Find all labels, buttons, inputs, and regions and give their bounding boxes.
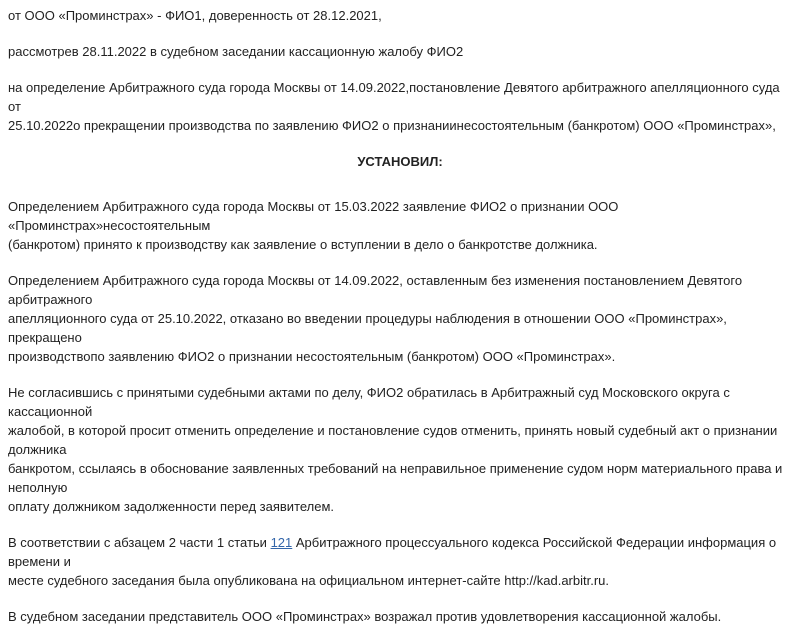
text: В соответствии с абзацем 2 части 1 статьи bbox=[8, 535, 271, 550]
paragraph-ruling-2: Определением Арбитражного суда города Москвы от 14.09.2022, оставленным без изменения постановлением Девятого арбитражного апелляционного суда от 25.10.2022, отказано во введении процедуры наблюдения в отношении ООО «Проминстрах», прекращено производствопо заявлению ФИО2 о признании несостоятельным (банкротом) ООО «Проминстрах». bbox=[8, 273, 743, 364]
paragraph-considered: рассмотрев 28.11.2022 в судебном заседании кассационную жалобу ФИО2 bbox=[8, 44, 464, 59]
paragraph-ruling-1: Определением Арбитражного суда города Москвы от 15.03.2022 заявление ФИО2 о признании ООО «Проминстрах»несостоятельным (банкротом) принято к производству как заявление о вступлении в дело о банкротстве должника. bbox=[8, 199, 619, 252]
heading-established: УСТАНОВИЛ: bbox=[357, 154, 443, 169]
text: Арбитражного процессуального кодекса Российской Федерации информация о времени и месте судебного заседания была опубликована на официальном интернет-сайте http://kad.arbitr.ru. bbox=[8, 535, 777, 588]
paragraph-cassation-complaint: Не согласившись с принятыми судебными актами по делу, ФИО2 обратилась в Арбитражный суд Московского округа с кассационной жалобой, в которой просит отменить определение и постановление судов отменить, принять новый судебный акт о признании должника банкротом, ссылаясь в обоснование заявленных требований на неправильное применение судом норм материального права и неполную оплату должником задолженности перед заявителем. bbox=[8, 385, 783, 514]
article-121-link[interactable]: 121 bbox=[270, 535, 293, 550]
paragraph-appeal-subject: на определение Арбитражного суда города Москвы от 14.09.2022,постановление Девятого арбитражного апелляционного суда от 25.10.2022о прекращении производства по заявлению ФИО2 о признаниинесостоятельным (банкротом) ООО «Проминстрах», bbox=[8, 80, 780, 133]
paragraph-objection: В судебном заседании представитель ООО «Проминстрах» возражал против удовлетворения кассационной жалобы. bbox=[8, 609, 722, 624]
paragraph-notification bbox=[8, 533, 792, 590]
paragraph-representative: от ООО «Проминстрах» - ФИО1, доверенность от 28.12.2021, bbox=[8, 8, 382, 23]
